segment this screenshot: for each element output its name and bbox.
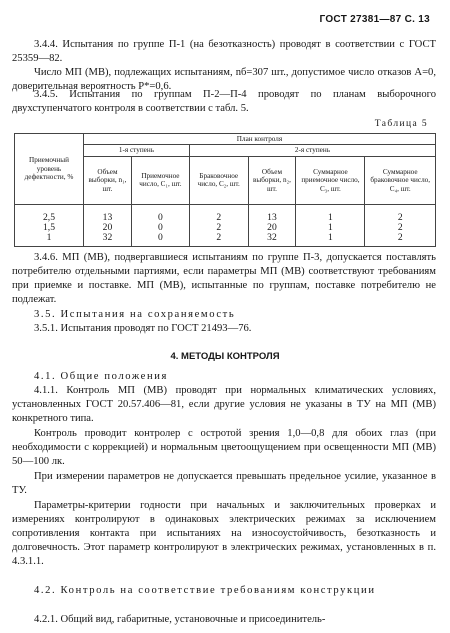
col-c3: Суммарное приемочное число, C₃, шт. [296,156,365,204]
table-cell: 2 [365,223,436,233]
table-row [15,204,436,223]
stage-2-header: 2-я ступень [189,145,435,156]
table-cell: 2 [189,233,248,247]
table-cell: 2 [189,204,248,223]
table-cell: 0 [131,223,189,233]
paragraph-4-2: 4.2. Контроль на соответствие требованиям конструкции [34,585,376,596]
table-cell: 1 [15,233,84,247]
table-cell: 32 [248,233,296,247]
paragraph-measurement: При измерении параметров не допускается превышать предельное усилие, указанное в ТУ. [12,471,436,497]
paragraph-3-5: 3.5. Испытания на сохраняемость [34,309,236,320]
table-cell: 20 [248,223,296,233]
paragraph-4-1: 4.1. Общие положения [34,371,168,382]
section-4-title: 4. МЕТОДЫ КОНТРОЛЯ [170,351,280,362]
col-n2: Объем выборки, n₂, шт. [248,156,296,204]
paragraph-sample-size: Число МП (МВ), подлежащих испытаниям, nб=307 шт., допустимое число отказов A=0, доверительная вероятность P*=0,6. [12,67,436,93]
table-cell: 1,5 [15,223,84,233]
paragraph-3-5-1: 3.5.1. Испытания проводят по ГОСТ 21493—76. [34,323,252,334]
paragraph-3-4-4: 3.4.4. Испытания по группе П-1 (на безотказность) проводят в соответствии с ГОСТ 25359—82. [12,39,436,65]
table-cell: 20 [84,223,132,233]
paragraph-controller: Контроль проводит контролер с остротой зрения 1,0—0,8 для обоих глаз (при необходимости с коррекцией) и нормальным цветоощущением при освещенности МП (МВ) 50—100 лк. [12,428,436,468]
table-cell: 0 [131,233,189,247]
table-cell: 2 [189,223,248,233]
paragraph-3-4-5: 3.4.5. Испытания по группам П-2—П-4 проводят по планам выборочного двухступенчатого контроля в соответствии с табл. 5. [12,89,436,115]
page-header: ГОСТ 27381—87 С. 13 [319,14,430,25]
control-plan-table [14,133,436,247]
col-c2: Браковочное число, C₂, шт. [189,156,248,204]
table-cell: 1 [296,233,365,247]
table-cell: 1 [296,204,365,223]
paragraph-4-1-1: 4.1.1. Контроль МП (МВ) проводят при нормальных климатических условиях, установленных ГОСТ 20.57.406—81, если другие условия не указаны в ТУ на МП (МВ) конкретного типа. [12,385,436,425]
stage-1-header: 1-я ступень [84,145,190,156]
col-n1: Объем выборки, n₁, шт. [84,156,132,204]
table-cell: 2,5 [15,204,84,223]
col-acceptance-level: Приемочный уровень дефектности, % [15,134,84,205]
table-cell: 2 [365,233,436,247]
table-cell: 13 [248,204,296,223]
table-row [15,233,436,247]
col-c1: Приемочное число, C₁, шт. [131,156,189,204]
table-cell: 0 [131,204,189,223]
table-cell: 2 [365,204,436,223]
paragraph-3-4-6: 3.4.6. МП (МВ), подвергавшиеся испытаниям по группе П-3, допускается поставлять потребителю отдельными партиями, если параметры МП (МВ) соответствуют требованиям при приемке и поставке. МП (МВ), испытанные по группам, поставке потребителю не подлежат. [12,252,436,306]
table-row [15,223,436,233]
paragraph-criteria: Параметры-критерии годности при начальных и заключительных проверках и измерениях контролируют в одинаковых электрических режимах за исключением сопротивления контакта при испытаниях на износоустойчивость, безотказность и долговечность. Этот параметр контролируют в электрических режимах, установленных в п. 4.3.1.1. [12,500,436,568]
plan-header: План контроля [84,134,436,145]
col-c4: Суммарное браковочное число, C₄, шт. [365,156,436,204]
table-cell: 32 [84,233,132,247]
table-caption: Таблица 5 [374,119,428,129]
paragraph-4-2-1: 4.2.1. Общий вид, габаритные, установочные и присоединитель- [34,614,326,625]
table-cell: 1 [296,223,365,233]
table-cell: 13 [84,204,132,223]
